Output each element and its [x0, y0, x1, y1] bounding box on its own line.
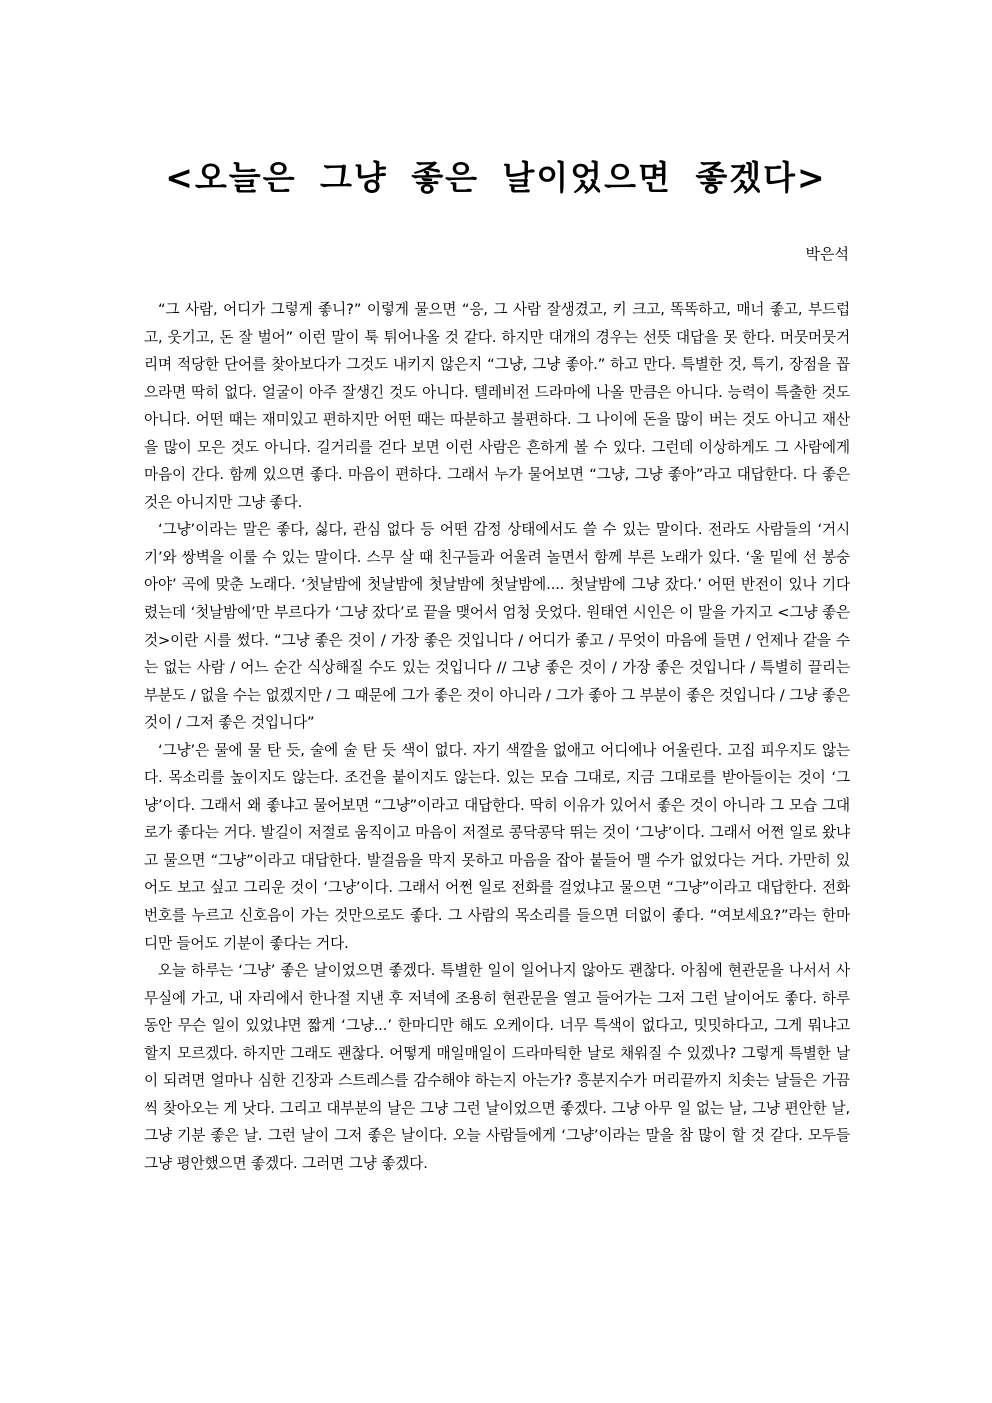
paragraph: 오늘 하루는 ‘그냥’ 좋은 날이었으면 좋겠다. 특별한 일이 일어나지 않아도 괜찮다. 아침에 현관문을 나서서 사무실에 가고, 내 자리에서 한나절 지낸 후 저녁에 조용히 현관문을 열고 들어가는 그저 그런 날이어도 좋다. 하루 동안 무슨 일이 있었냐면 짧게 ‘그냥...’ 한마디만 해도 오케이다. 너무 특색이 없다고, 밋밋하다고, 그게 뭐냐고 할지 모르겠다. 하지만 그래도 괜찮다. 어떻게 매일매일이 드라마틱한 날로 채워질 수 있겠나? 그렇게 특별한 날이 되려면 얼마나 심한 긴장과 스트레스를 감수해야 하는지 아는가? 흥분지수가 머리끝까지 치솟는 날들은 가끔씩 찾아오는 게 낫다. 그리고 대부분의 날은 그냥 그런 날이었으면 좋겠다. 그냥 아무 일 없는 날, 그냥 편안한 날, 그냥 기분 좋은 날. 그런 날이 그저 좋은 날이다. 오늘 사람들에게 ‘그냥’이라는 말을 참 많이 할 것 같다. 모두들 그냥 평안했으면 좋겠다. 그러면 그냥 좋겠다. [144, 962, 850, 1172]
paragraph: ‘그냥’은 물에 물 탄 듯, 술에 술 탄 듯 색이 없다. 자기 색깔을 없애고 어디에나 어울린다. 고집 피우지도 않는다. 목소리를 높이지도 않는다. 조건을 붙이지도 않는다. 있는 모습 그대로, 지금 그대로를 받아들이는 것이 ‘그냥’이다. 그래서 왜 좋냐고 물어보면 “그냥”이라고 대답한다. 딱히 이유가 있어서 좋은 것이 아니라 그 모습 그대로가 좋다는 거다. 발길이 저절로 움직이고 마음이 저절로 콩닥콩닥 뛰는 것이 ‘그냥’이다. 그래서 어쩐 일로 왔냐고 물으면 “그냥”이라고 대답한다. 발걸음을 막지 못하고 마음을 잡아 붙들어 맬 수가 없었다는 거다. 가만히 있어도 보고 싶고 그리운 것이 ‘그냥’이다. 그래서 어쩐 일로 전화를 걸었냐고 물으면 “그냥”이라고 대답한다. 전화번호를 누르고 신호음이 가는 것만으로도 좋다. 그 사람의 목소리를 들으면 더없이 좋다. “여보세요?”라는 한마디만 들어도 기분이 좋다는 거다. [144, 741, 850, 952]
paragraph: “그 사람, 어디가 그렇게 좋니?” 이렇게 물으면 “응, 그 사람 잘생겼고, 키 크고, 똑똑하고, 매너 좋고, 부드럽고, 웃기고, 돈 잘 벌어” 이런 말이 툭 튀어나올 것 같다. 하지만 대개의 경우는 선뜻 대답을 못 한다. 머뭇머뭇거리며 적당한 단어를 찾아보다가 그것도 내키지 않은지 “그냥, 그냥 좋아.” 하고 만다. 특별한 것, 특기, 장점을 꼽으라면 딱히 없다. 얼굴이 아주 잘생긴 것도 아니다. 텔레비전 드라마에 나올 만큼은 아니다. 능력이 특출한 것도 아니다. 어떤 때는 재미있고 편하지만 어떤 때는 따분하고 불편하다. 그 나이에 돈을 많이 버는 것도 아니고 재산을 많이 모은 것도 아니다. 길거리를 걷다 보면 이런 사람은 흔하게 볼 수 있다. 그런데 이상하게도 그 사람에게 마음이 간다. 함께 있으면 좋다. 마음이 편하다. 그래서 누가 물어보면 “그냥, 그냥 좋아”라고 대답한다. 다 좋은 것은 아니지만 그냥 좋다. [144, 301, 850, 511]
page-title: <오늘은 그냥 좋은 날이었으면 좋겠다> [165, 158, 827, 197]
author-name: 박은석 [805, 245, 849, 263]
essay-body [144, 296, 850, 1178]
paragraph: ‘그냥’이라는 말은 좋다, 싫다, 관심 없다 등 어떤 감정 상태에서도 쓸 수 있는 말이다. 전라도 사람들의 ‘거시기’와 쌍벽을 이룰 수 있는 말이다. 스무 살 때 친구들과 어울려 놀면서 함께 부른 노래가 있다. ‘울 밑에 선 봉숭아야’ 곡에 맞춘 노래다. ‘첫날밤에 첫날밤에 첫날밤에 첫날밤에.... 첫날밤에 그냥 잤다.’ 어떤 반전이 있나 기다렸는데 ‘첫날밤에’만 부르다가 ‘그냥 잤다’로 끝을 맺어서 엄청 웃었다. 원태연 시인은 이 말을 가지고 <그냥 좋은 것>이란 시를 썼다. “그냥 좋은 것이 / 가장 좋은 것입니다 / 어디가 좋고 / 무엇이 마음에 들면 / 언제나 같을 수는 없는 사람 / 어느 순간 식상해질 수도 있는 것입니다 // 그냥 좋은 것이 / 가장 좋은 것입니다 / 특별히 끌리는 부분도 / 없을 수는 없겠지만 / 그 때문에 그가 좋은 것이 아니라 / 그가 좋아 그 부분이 좋은 것입니다 / 그냥 좋은 것이 / 그저 좋은 것입니다” [144, 521, 850, 732]
